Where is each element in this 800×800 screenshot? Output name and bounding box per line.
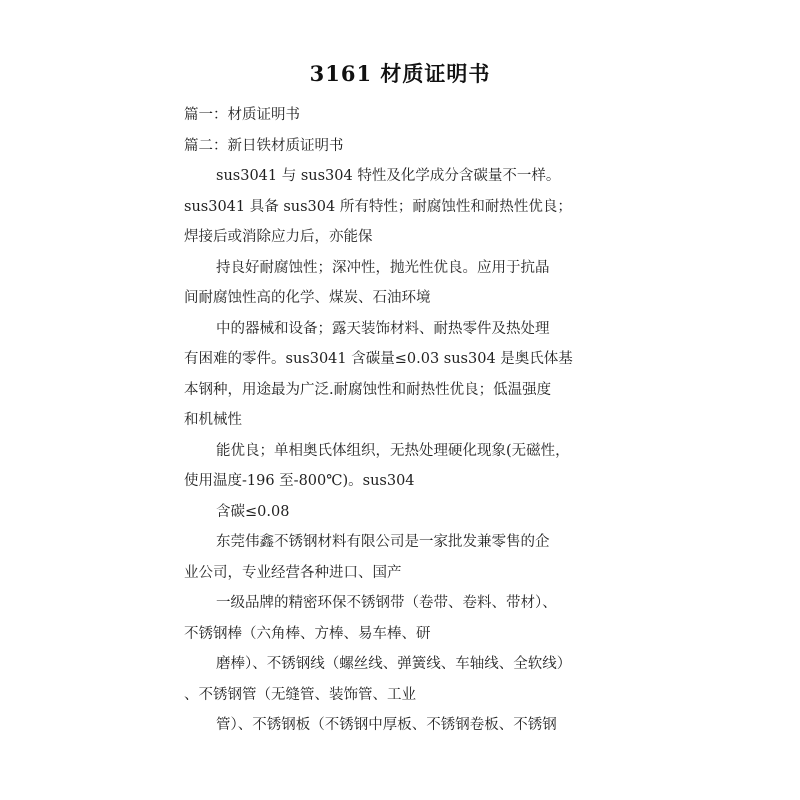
text-line: 持良好耐腐蚀性；深冲性，抛光性优良。应用于抗晶 [216,259,550,276]
text-line: 使用温度-196 至-800℃)。sus304 [184,473,415,489]
text-line: 东莞伟鑫不锈钢材料有限公司是一家批发兼零售的企 [216,534,550,550]
text-line: 管）、不锈钢板（不锈钢中厚板、不锈钢卷板、不锈钢 [216,717,557,733]
text-line: 篇一：材质证明书 [184,107,300,123]
text-line: 篇二：新日铁材质证明书 [184,137,344,154]
text-line: 磨棒）、不锈钢线（螺丝线、弹簧线、车轴线、全软线） [216,656,572,672]
text-line: 和机械性 [184,412,242,428]
document-body [184,100,624,741]
text-line: 不锈钢棒（六角棒、方棒、易车棒、研 [184,625,431,642]
text-line: 含碳≤0.08 [216,503,290,520]
document-title: 3161 材质证明书 [309,61,491,86]
text-line: 业公司，专业经营各种进口、国产 [184,564,402,581]
text-line: 间耐腐蚀性高的化学、煤炭、石油环境 [184,290,431,306]
text-line: 中的器械和设备；露天装饰材料、耐热零件及热处理 [216,320,550,337]
text-line: 能优良；单相奥氏体组织，无热处理硬化现象(无磁性， [216,442,570,459]
text-line: sus3041 与 sus304 特性及化学成分含碳量不一样。 [216,168,561,184]
text-line: 有困难的零件。sus3041 含碳量≤0.03 sus304 是奥氏体基 [184,351,573,367]
text-line: 、不锈钢管（无缝管、装饰管、工业 [184,686,416,703]
text-line: 本钢种，用途最为广泛.耐腐蚀性和耐热性优良；低温强度 [184,381,552,398]
text-line: 一级品牌的精密环保不锈钢带（卷带、卷料、带材）、 [216,595,557,611]
text-line: 焊接后或消除应力后，亦能保 [184,229,373,245]
text-line: sus3041 具备 sus304 所有特性；耐腐蚀性和耐热性优良； [184,198,572,215]
